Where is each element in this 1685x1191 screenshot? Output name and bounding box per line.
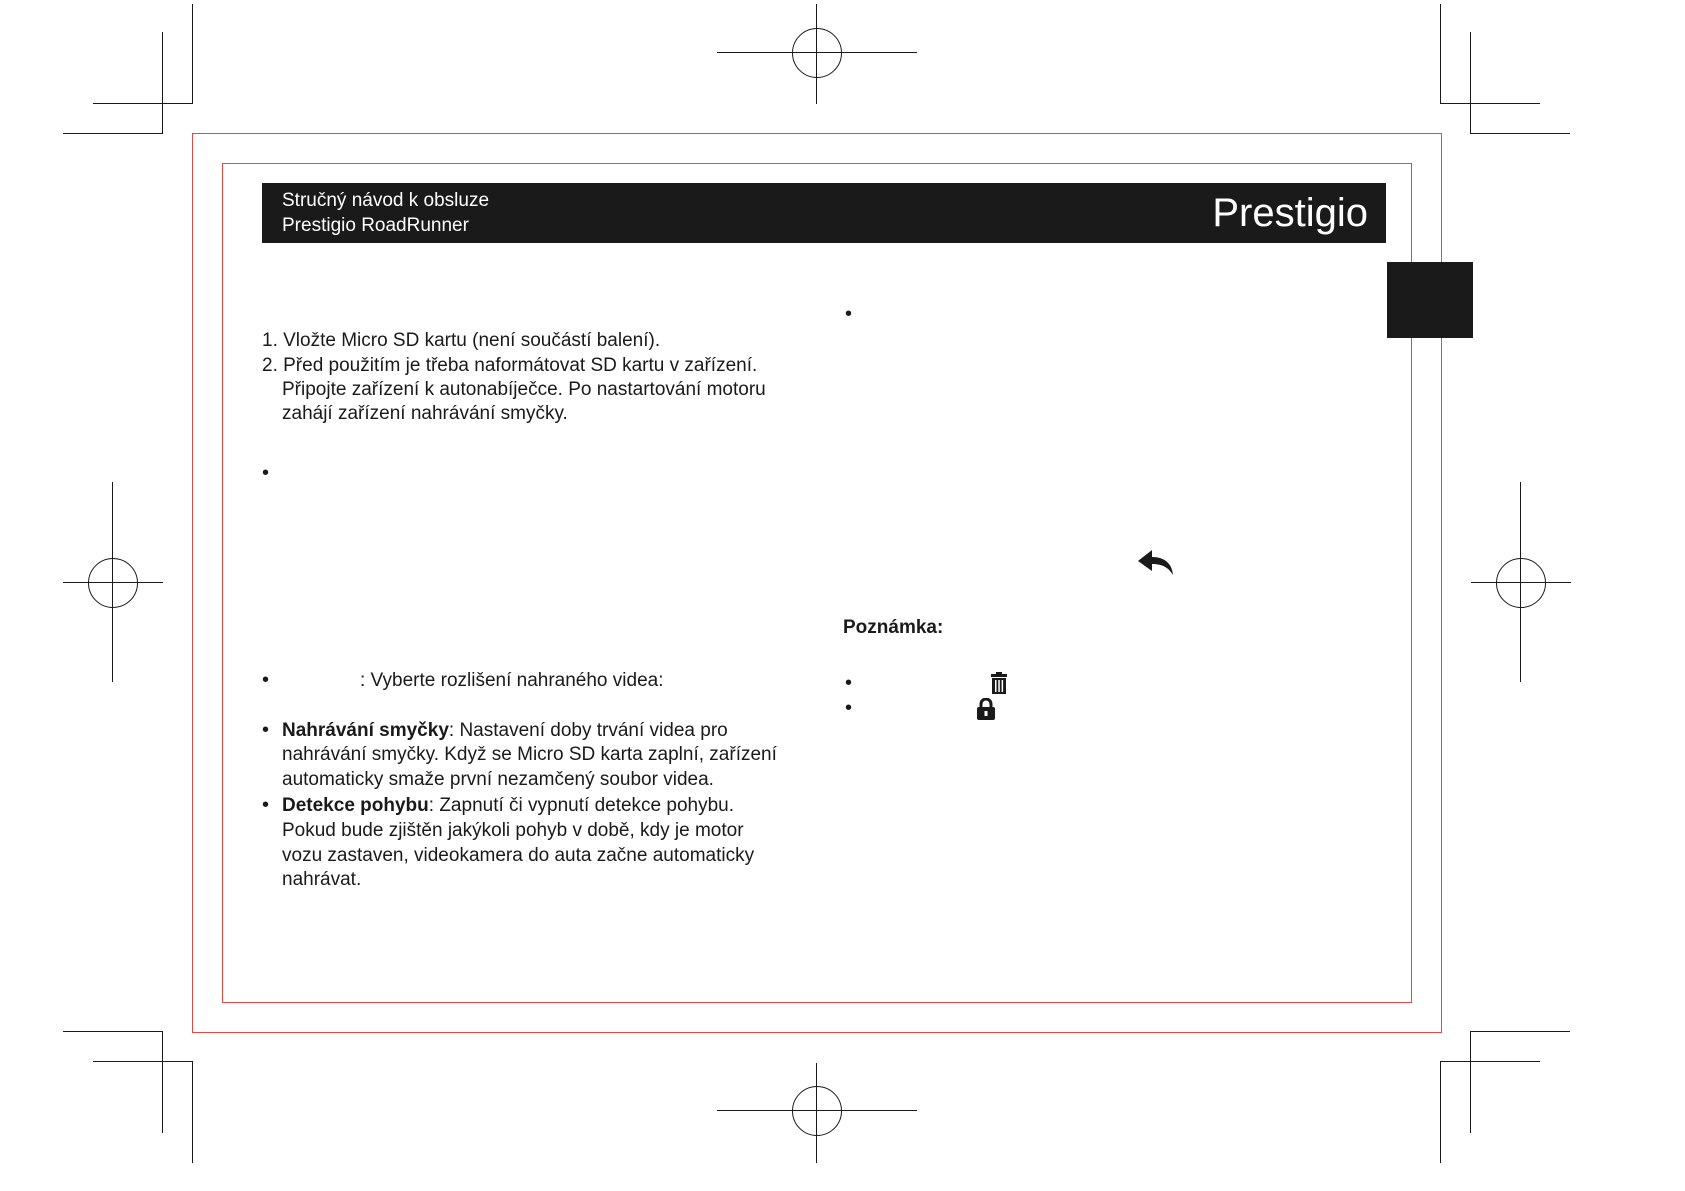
crop-mark bbox=[162, 32, 163, 134]
crop-mark bbox=[63, 1031, 163, 1032]
note-heading-text: Poznámka: bbox=[843, 617, 944, 638]
registration-mark-right bbox=[1496, 558, 1546, 608]
bullet: • bbox=[262, 719, 270, 741]
motion-detection-line-4: nahrávat. bbox=[282, 869, 362, 890]
trim-box-inner bbox=[222, 163, 1412, 1003]
crop-mark bbox=[1470, 1031, 1471, 1133]
registration-mark-left bbox=[88, 558, 138, 608]
registration-mark-top bbox=[792, 28, 842, 78]
registration-mark-left bbox=[63, 582, 163, 583]
brand-logo: Prestigio bbox=[1212, 191, 1368, 235]
registration-mark-right bbox=[1471, 582, 1571, 583]
header-band bbox=[262, 183, 1386, 243]
back-arrow-icon bbox=[1138, 550, 1174, 581]
loop-recording-line-2: nahrávání smyčky. Když se Micro SD karta zaplní, zařízení bbox=[282, 744, 777, 765]
step-1: 1. Vložte Micro SD kartu (není součástí balení). bbox=[262, 330, 661, 351]
crop-mark bbox=[1470, 1031, 1570, 1032]
crop-mark bbox=[1470, 32, 1471, 134]
crop-mark bbox=[1440, 1061, 1540, 1062]
registration-mark-left bbox=[112, 482, 113, 682]
step-2-line-1: 2. Před použitím je třeba naformátovat SD kartu v zařízení. bbox=[262, 355, 758, 376]
step-2-line-2: Připojte zařízení k autonabíječce. Po nastartování motoru bbox=[282, 379, 766, 400]
header-title: Stručný návod k obsluze bbox=[282, 190, 490, 211]
motion-detection-desc: : Zapnutí či vypnutí detekce pohybu. bbox=[428, 795, 735, 816]
bullet: • bbox=[262, 794, 270, 816]
side-tab bbox=[1387, 262, 1473, 338]
header-product: Prestigio RoadRunner bbox=[282, 215, 469, 236]
registration-mark-right bbox=[1520, 482, 1521, 682]
registration-mark-bottom bbox=[816, 1063, 817, 1163]
crop-mark bbox=[93, 103, 193, 104]
crop-mark bbox=[1440, 103, 1540, 104]
motion-detection-line-3: vozu zastaven, videokamera do auta začne automaticky bbox=[282, 845, 755, 866]
note-heading bbox=[843, 615, 943, 640]
crop-mark bbox=[1440, 4, 1441, 104]
motion-detection-line-1 bbox=[282, 793, 734, 818]
registration-mark-top bbox=[717, 52, 917, 53]
crop-mark bbox=[63, 133, 163, 134]
crop-mark bbox=[1470, 133, 1570, 134]
trash-icon bbox=[990, 672, 1008, 699]
resolution-description: : Vyberte rozlišení nahraného videa: bbox=[360, 670, 664, 691]
crop-mark bbox=[1440, 1061, 1441, 1163]
crop-mark bbox=[93, 1061, 193, 1062]
loop-recording-line-3: automaticky smaže první nezamčený soubor videa. bbox=[282, 769, 714, 790]
loop-recording-desc: : Nastavení doby trvání videa pro bbox=[448, 720, 728, 741]
crop-mark bbox=[192, 1061, 193, 1163]
bullet: • bbox=[845, 303, 853, 325]
loop-recording-line-1 bbox=[282, 718, 728, 743]
bullet: • bbox=[262, 462, 270, 484]
bullet: • bbox=[845, 697, 853, 719]
registration-mark-bottom bbox=[717, 1110, 917, 1111]
lock-icon bbox=[976, 698, 996, 725]
crop-mark bbox=[162, 1031, 163, 1133]
step-2-line-3: zahájí zařízení nahrávání smyčky. bbox=[282, 403, 568, 424]
motion-detection-term: Detekce pohybu bbox=[282, 795, 429, 816]
registration-mark-bottom bbox=[792, 1086, 842, 1136]
loop-recording-term: Nahrávání smyčky bbox=[282, 720, 449, 741]
registration-mark-top bbox=[816, 4, 817, 104]
bullet: • bbox=[845, 672, 853, 694]
crop-mark bbox=[192, 4, 193, 104]
bullet: • bbox=[262, 669, 270, 691]
motion-detection-line-2: Pokud bude zjištěn jakýkoli pohyb v době, kdy je motor bbox=[282, 820, 744, 841]
